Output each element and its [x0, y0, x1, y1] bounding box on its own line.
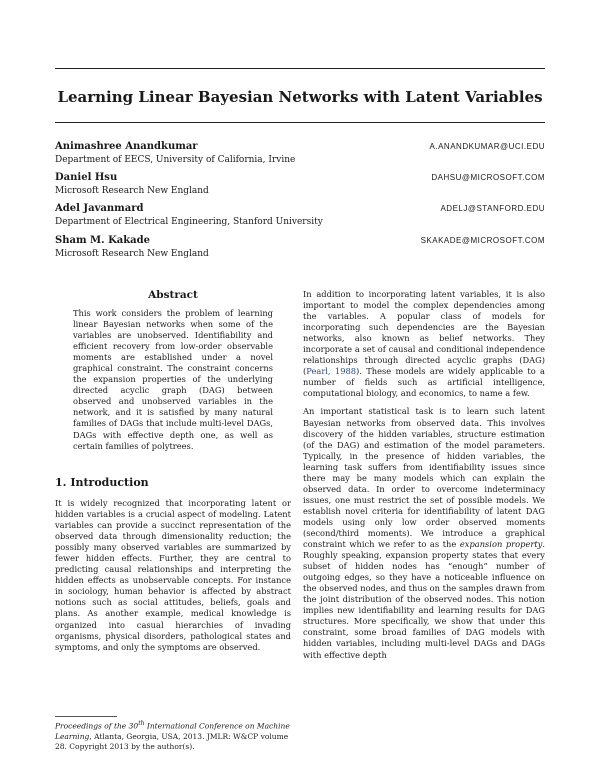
author-affiliation: Microsoft Research New England — [55, 186, 209, 196]
intro-paragraph: It is widely recognized that incorporating latent or hidden variables is a crucial aspect of modeling. Latent variables can provide a succinct representation of the observed data through dimensionality reduction; the possibly many observed variables are summarized by fewer hidden effects. Further, they are central to predicting causal relationships and interpreting the hidden effects as unobservable concepts. For instance in sociology, human behavior is affected by abstract notions such as social attitudes, beliefs, goals and plans. As another example, medical knowledge is organized into casual hierarchies of invading organisms, physical disorders, pathological states and symptoms, and only the symptoms are observed. — [55, 498, 291, 652]
abstract-section — [55, 289, 291, 452]
intro-paragraph-2 — [303, 289, 545, 399]
text-span: In addition to incorporating latent variables, it is also important to model the complex dependencies among the variables. A popular class of models for incorporating such dependencies are the Bayesian networks, also known as belief networks. They incorporate a set of causal and conditional independence relationships through directed acyclic graphs (DAG) ( — [303, 289, 545, 377]
text-span: An important statistical task is to learn such latent Bayesian networks from observed data. This involves discovery of the hidden variables, structure estimation (of the DAG) and estimation of the model parameters. Typically, in the presence of hidden variables, the learning task suffers from identifiability issues since there may be many models which can explain the observed data. In order to overcome indeterminacy issues, one must restrict the set of possible models. We establish novel criteria for identifiability of latent DAG models using only low order observed moments (second/third moments). We introduce a graphical constraint which we refer to as the — [303, 406, 545, 550]
title-bottom-rule — [55, 122, 545, 123]
author-name: Adel Javanmard — [55, 203, 144, 214]
citation-link[interactable]: Pearl, 1988 — [306, 366, 357, 377]
top-rule — [55, 68, 545, 69]
abstract-text: This work considers the problem of learning linear Bayesian networks when some of the variables are unobserved. Identifiability and efficient recovery from low-order observable moments are established under a novel graphical constraint. The constraint concerns the expansion properties of the underlying directed acyclic graph (DAG) between observed and unobserved variables in the network, and it is satisfied by many natural families of DAGs that include multi-level DAGs, DAGs with effective depth one, as well as certain families of polytrees. — [73, 308, 273, 451]
author-name: Daniel Hsu — [55, 172, 118, 183]
footnote-rule — [55, 716, 117, 717]
footnote-sup: th — [138, 720, 145, 727]
footnote — [55, 719, 291, 752]
footnote-prefix: Proceedings of the 30 — [55, 721, 139, 731]
abstract-heading: Abstract — [148, 289, 198, 301]
emphasis-term: expansion property — [459, 539, 543, 550]
author-email[interactable]: ADELJ@STANFORD.EDU — [440, 204, 545, 213]
author-name: Sham M. Kakade — [55, 235, 150, 246]
author-affiliation: Microsoft Research New England — [55, 249, 209, 259]
author-name: Animashree Anandkumar — [55, 141, 198, 152]
section-heading: 1. Introduction — [55, 476, 149, 489]
right-column — [303, 289, 545, 661]
author-email[interactable]: A.ANANDKUMAR@UCI.EDU — [429, 142, 545, 151]
author-email[interactable]: SKAKADE@MICROSOFT.COM — [420, 236, 545, 245]
author-affiliation: Department of EECS, University of California, Irvine — [55, 155, 296, 165]
author-affiliation: Department of Electrical Engineering, Stanford University — [55, 217, 323, 227]
paper-title: Learning Linear Bayesian Networks with Latent Variables — [57, 88, 543, 106]
intro-paragraph-3 — [303, 406, 545, 660]
footnote-venue: International Conference on Machine Learning — [55, 721, 290, 741]
footnote-rest: , Atlanta, Georgia, USA, 2013. JMLR: W&CP volume 28. Copyright 2013 by the author(s). — [55, 731, 289, 751]
footnote-text — [55, 719, 291, 752]
text-span: ). These models are widely applicable to a number of fields such as artificial intelligence, computational biology, and economics, to name a few. — [303, 366, 545, 399]
introduction-section — [55, 476, 291, 653]
text-span: . Roughly speaking, expansion property states that every subset of hidden nodes has “enough” number of outgoing edges, so they have a noticeable influence on the observed nodes, and thus on the samples drawn from the joint distribution of the observed nodes. This notion implies new identifiability and learning results for DAG structures. More specifically, we show that under this constraint, some broad families of DAG models with hidden variables, including multi-level DAGs and DAGs with effective depth — [303, 539, 545, 660]
author-email[interactable]: DAHSU@MICROSOFT.COM — [431, 173, 545, 182]
